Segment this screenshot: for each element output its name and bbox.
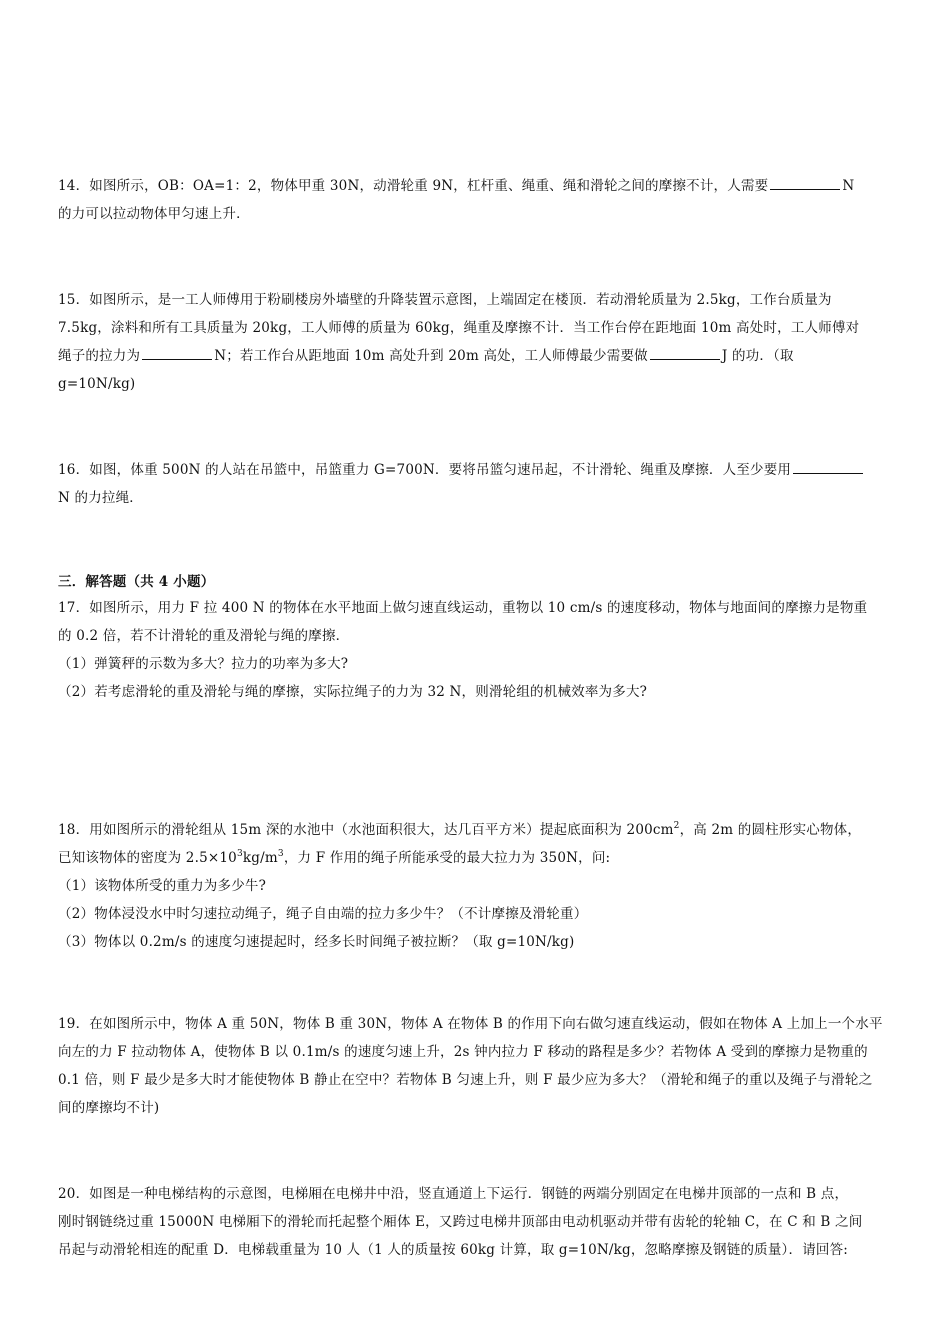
q15-line4: g=10N/kg): [58, 376, 136, 392]
q20-line1: 20．如图是一种电梯结构的示意图，电梯厢在电梯井中沿，竖直通道上下运行．钢链的两端分别固定在电梯井顶部的一点和 B 点，: [58, 1186, 849, 1202]
q17-line1: 17．如图所示，用力 F 拉 400 N 的物体在水平地面上做匀速直线运动，重物以 10 cm/s 的速度移动，物体与地面间的摩擦力是物重: [58, 600, 868, 616]
q18-exponent-3: 3: [277, 848, 284, 859]
q18-text-d: kg/m: [242, 850, 278, 866]
q16-text: 16．如图，体重 500N 的人站在吊篮中，吊篮重力 G=700N．要将吊篮匀速吊起，不计滑轮、绳重及摩擦．人至少要用: [58, 462, 792, 478]
q17-sub2: （2）若考虑滑轮的重及滑轮与绳的摩擦，实际拉绳子的力为 32 N，则滑轮组的机械效率为多大?: [58, 684, 648, 700]
section-title: 三．解答题（共 4 小题）: [58, 574, 215, 590]
q18-sub1: （1）该物体所受的重力为多少牛?: [58, 878, 267, 894]
q16-line1: [58, 460, 892, 480]
q16-answer-blank[interactable]: [793, 461, 863, 474]
q20-line2: 刚时钢链绕过重 15000N 电梯厢下的滑轮而托起整个厢体 E，又跨过电梯井顶部由电动机驱动并带有齿轮的轮轴 C，在 C 和 B 之间: [58, 1214, 863, 1230]
q14-line1: [58, 176, 892, 196]
q18-text-b: ，高 2m 的圆柱形实心物体，: [679, 822, 862, 838]
q14-text: 14．如图所示，OB：OA=1：2，物体甲重 30N，动滑轮重 9N，杠杆重、绳重、绳和滑轮之间的摩擦不计，人需要: [58, 178, 769, 194]
q15-line1: 15．如图所示，是一工人师傅用于粉刷楼房外墙壁的升降装置示意图，上端固定在楼顶．若动滑轮质量为 2.5kg，工作台质量为: [58, 292, 832, 308]
q17-line2: 的 0.2 倍，若不计滑轮的重及滑轮与绳的摩擦．: [58, 628, 350, 644]
q14-line2: 的力可以拉动物体甲匀速上升．: [58, 206, 250, 222]
q15-answer-blank-1[interactable]: [142, 347, 212, 360]
q15-line2: 7.5kg，涂料和所有工具质量为 20kg，工人师傅的质量为 60kg，绳重及摩擦不计．当工作台停在距地面 10m 高处时，工人师傅对: [58, 320, 860, 336]
q16-line2: N 的力拉绳．: [58, 490, 144, 506]
q18-sub3: （3）物体以 0.2m/s 的速度匀速提起时，经多长时间绳子被拉断？（取 g=10N/kg): [58, 934, 575, 950]
q15-line3: [58, 346, 892, 366]
q19-line1: 19．在如图所示中，物体 A 重 50N，物体 B 重 30N，物体 A 在物体 B 的作用下向右做匀速直线运动，假如在物体 A 上加上一个水平: [58, 1016, 883, 1032]
q14-unit: N: [842, 178, 855, 194]
q15-answer-blank-2[interactable]: [650, 347, 720, 360]
q18-text-c: 已知该物体的密度为 2.5×10: [58, 850, 237, 866]
q19-line4: 间的摩擦均不计): [58, 1100, 160, 1116]
q14-answer-blank[interactable]: [770, 177, 840, 190]
q18-sub2: （2）物体浸没水中时匀速拉动绳子，绳子自由端的拉力多少牛？（不计摩擦及滑轮重）: [58, 906, 588, 922]
q18-line2: [58, 848, 892, 868]
q18-text-e: ，力 F 作用的绳子所能承受的最大拉力为 350N，问:: [283, 850, 611, 866]
q19-line2: 向左的力 F 拉动物体 A，使物体 B 以 0.1m/s 的速度匀速上升，2s 钟内拉力 F 移动的路程是多少？若物体 A 受到的摩擦力是物重的: [58, 1044, 868, 1060]
q18-exponent-2: 3: [236, 848, 243, 859]
q17-sub1: （1）弹簧秤的示数为多大？拉力的功率为多大?: [58, 656, 349, 672]
q18-text-a: 18．用如图所示的滑轮组从 15m 深的水池中（水池面积很大，达几百平方米）提起底面积为 200cm: [58, 822, 674, 838]
q18-line1: [58, 820, 892, 840]
q15-text-a: 绳子的拉力为: [58, 348, 141, 364]
q15-text-c: J 的功．（取: [721, 348, 794, 364]
q18-exponent: 2: [673, 820, 680, 831]
q19-line3: 0.1 倍，则 F 最少是多大时才能使物体 B 静止在空中？若物体 B 匀速上升，则 F 最少应为多大？（滑轮和绳子的重以及绳子与滑轮之: [58, 1072, 873, 1088]
q15-text-b: N；若工作台从距地面 10m 高处升到 20m 高处，工人师傅最少需要做: [214, 348, 648, 364]
q20-line3: 吊起与动滑轮相连的配重 D．电梯载重量为 10 人（1 人的质量按 60kg 计算，取 g=10N/kg，忽略摩擦及钢链的质量）．请回答:: [58, 1242, 849, 1258]
